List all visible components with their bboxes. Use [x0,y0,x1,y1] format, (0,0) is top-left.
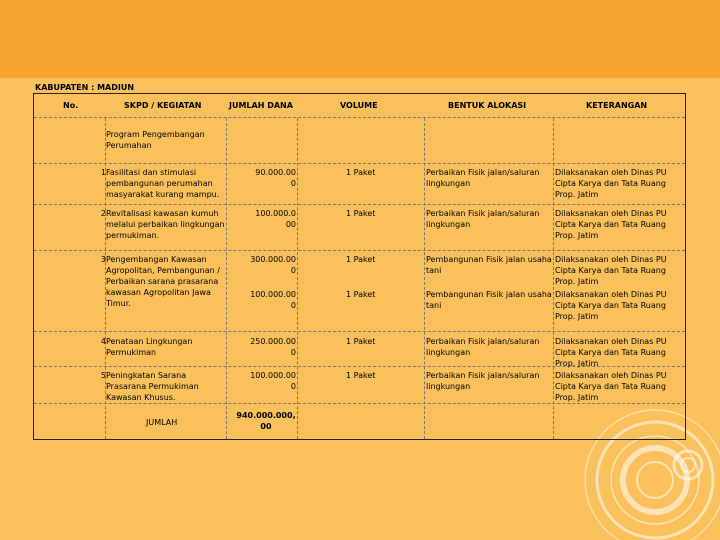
col-header-bentuk: BENTUK ALOKASI [448,101,527,110]
col-divider [297,118,298,439]
row-divider [34,163,685,164]
row-volume: 1 Paket [346,168,376,177]
row-bentuk: Perbaikan Fisik jalan/saluran lingkungan [426,371,540,391]
row-number: 4 [100,337,106,346]
row-number: 2 [100,209,106,218]
row-keterangan: Dilaksanakan oleh Dinas PU Cipta Karya dan Tata Ruang Prop. Jatim [555,168,667,199]
row-volume: 1 Paket [346,209,376,218]
row-bentuk: Perbaikan Fisik jalan/saluran lingkungan [426,168,540,188]
row-volume: 1 Paket [346,337,376,346]
row-volume: 1 Paket [346,255,376,264]
row-dana: 250.000.00 0 [250,337,296,357]
row-volume: 1 Paket [346,290,376,299]
row-keterangan: Dilaksanakan oleh Dinas PU Cipta Karya dan Tata Ruang Prop. Jatim [555,209,667,240]
row-kegiatan: Revitalisasi kawasan kumuh melalui perbaikan lingkungan permukiman. [106,209,225,240]
col-header-kegiatan: SKPD / KEGIATAN [124,101,202,110]
row-keterangan: Dilaksanakan oleh Dinas PU Cipta Karya dan Tata Ruang Prop. Jatim [555,337,667,368]
col-header-volume: VOLUME [340,101,378,110]
col-divider [424,118,425,439]
total-value: 940.000.000, 00 [236,411,296,431]
row-dana: 100.000.00 0 [250,290,296,310]
row-kegiatan: Penataan Lingkungan Permukiman [106,337,193,357]
row-divider [34,204,685,205]
col-header-dana: JUMLAH DANA [229,101,293,110]
row-divider [34,250,685,251]
col-header-no: No. [63,101,79,110]
row-number: 1 [100,168,106,177]
row-bentuk: Perbaikan Fisik jalan/saluran lingkungan [426,337,540,357]
row-keterangan: Dilaksanakan oleh Dinas PU Cipta Karya dan Tata Ruang Prop. Jatim [555,371,667,402]
total-label: JUMLAH [146,418,178,427]
row-kegiatan: Fasilitasi dan stimulasi pembangunan perumahan masyarakat kurang mampu. [106,168,220,199]
row-divider [34,331,685,332]
row-bentuk: Perbaikan Fisik jalan/saluran lingkungan [426,209,540,229]
col-divider [553,118,554,439]
row-dana: 100.000.00 0 [250,371,296,391]
row-number: 5 [100,371,106,380]
row-keterangan: Dilaksanakan oleh Dinas PU Cipta Karya dan Tata Ruang Prop. Jatim [555,255,667,286]
program-name: Program Pengembangan Perumahan [106,130,205,150]
row-dana: 100.000.0 00 [255,209,296,229]
row-volume: 1 Paket [346,371,376,380]
row-keterangan: Dilaksanakan oleh Dinas PU Cipta Karya dan Tata Ruang Prop. Jatim [555,290,667,321]
row-bentuk: Pembangunan Fisik jalan usaha tani [426,290,552,310]
row-bentuk: Pembangunan Fisik jalan usaha tani [426,255,552,275]
col-header-keterangan: KETERANGAN [586,101,648,110]
row-kegiatan: Pengembangan Kawasan Agropolitan, Pembangunan / Perbaikan sarana prasarana kawasan Agropolitan Jawa Timur. [106,255,220,308]
region-title: KABUPATEN : MADIUN [35,83,135,92]
row-divider [34,117,685,118]
row-kegiatan: Peningkatan Sarana Prasarana Permukiman Kawasan Khusus. [106,371,199,402]
row-number: 3 [100,255,106,264]
row-divider [34,403,685,404]
row-dana: 300.000.00 0 [250,255,296,275]
row-dana: 90.000.00 0 [255,168,296,188]
